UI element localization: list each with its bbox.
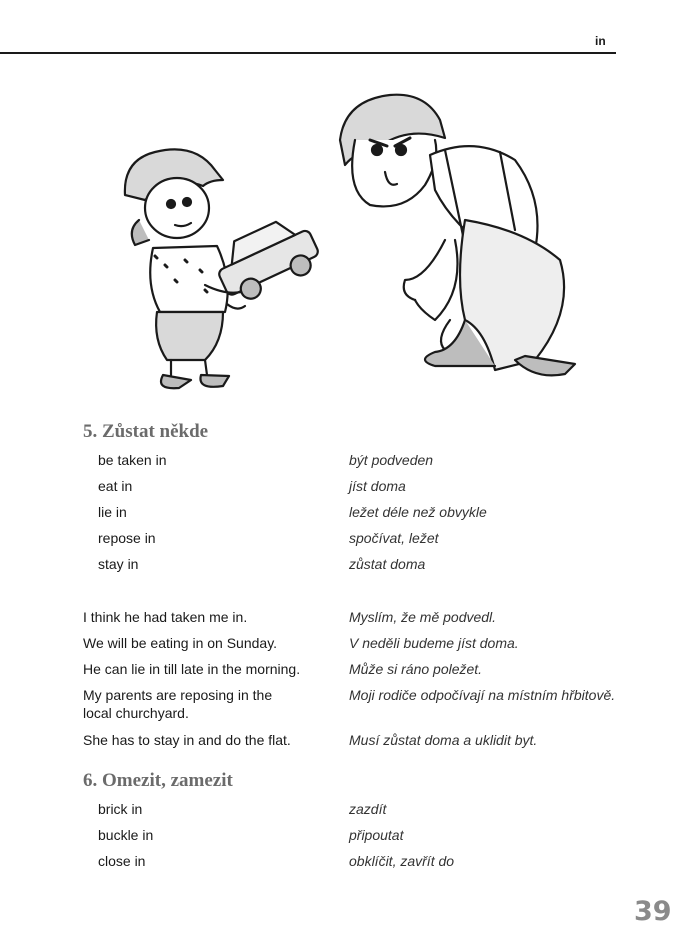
term-czech: spočívat, ležet xyxy=(349,530,439,546)
term-english: be taken in xyxy=(98,452,167,468)
section-title: 6. Omezit, zamezit xyxy=(83,770,233,791)
term-english: buckle in xyxy=(98,827,154,843)
page-number: 39 xyxy=(634,896,672,927)
term-english: lie in xyxy=(98,504,127,520)
example-english: I think he had taken me in. xyxy=(83,609,248,625)
running-header-word: in xyxy=(595,34,606,48)
term-english: brick in xyxy=(98,801,143,817)
example-czech: Myslím, že mě podvedl. xyxy=(349,609,497,625)
man-figure xyxy=(340,95,575,376)
example-english: He can lie in till late in the morning. xyxy=(83,661,301,677)
boy-figure xyxy=(125,149,325,388)
section-title: 5. Zůstat někde xyxy=(83,421,209,442)
term-czech: připoutat xyxy=(349,827,404,843)
example-czech: Moji rodiče odpočívají na místním hřbitově. xyxy=(349,687,616,703)
term-english: eat in xyxy=(98,478,133,494)
term-czech: zůstat doma xyxy=(349,556,426,572)
example-english: We will be eating in on Sunday. xyxy=(83,635,278,651)
boy-with-toy-car-and-man-illustration xyxy=(105,80,585,398)
term-english: close in xyxy=(98,853,146,869)
term-english: stay in xyxy=(98,556,139,572)
term-czech: být podveden xyxy=(349,452,434,468)
example-czech: Musí zůstat doma a uklidit byt. xyxy=(349,732,538,748)
header-rule xyxy=(0,52,616,54)
term-czech: obklíčit, zavřít do xyxy=(349,853,455,869)
example-czech: V neděli budeme jíst doma. xyxy=(349,635,519,651)
term-english: repose in xyxy=(98,530,156,546)
example-english: My parents are reposing in the local churchyard. xyxy=(83,687,273,721)
term-czech: jíst doma xyxy=(349,478,406,494)
term-czech: ležet déle než obvykle xyxy=(349,504,487,520)
example-english: She has to stay in and do the flat. xyxy=(83,732,291,748)
term-czech: zazdít xyxy=(349,801,387,817)
example-czech: Může si ráno poležet. xyxy=(349,661,483,677)
